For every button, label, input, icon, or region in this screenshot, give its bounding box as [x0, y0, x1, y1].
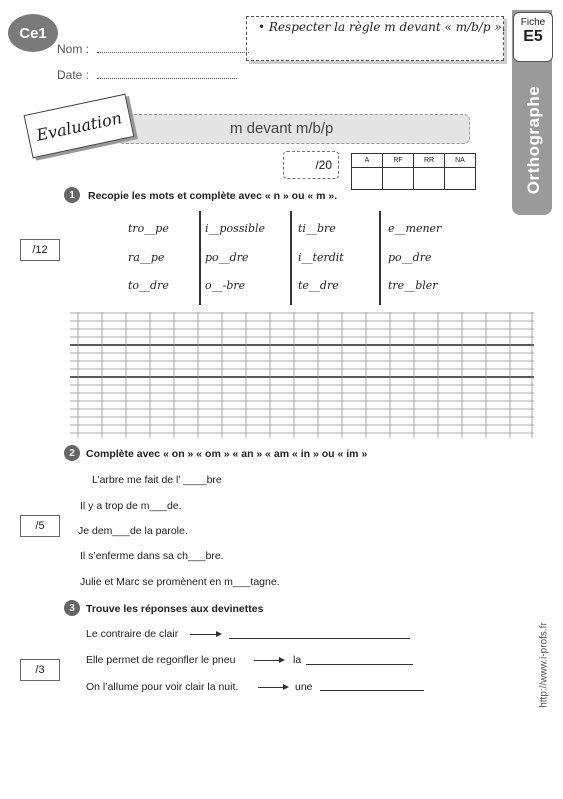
riddle-text: Elle permet de regonfler le pneu: [86, 654, 236, 666]
exercise-2-score[interactable]: /5: [20, 515, 60, 537]
word-item: i__possible: [205, 222, 266, 235]
sentence-item[interactable]: Julie et Marc se promènent en m___tagne.: [80, 576, 280, 588]
arrow-icon: [190, 634, 220, 635]
objective-text: [258, 20, 506, 34]
grid-cell-rr[interactable]: [414, 168, 445, 190]
name-label: Nom :: [57, 42, 90, 56]
evaluation-tag: Evaluation: [24, 94, 135, 159]
grid-header-na: NA: [445, 154, 476, 168]
sentence-item[interactable]: L’arbre me fait de l’ ____bre: [92, 474, 222, 486]
exercise-1-score[interactable]: /12: [20, 239, 60, 261]
answer-line[interactable]: [229, 638, 410, 639]
sentence-item[interactable]: Il s’enferme dans sa ch___bre.: [80, 550, 224, 562]
word-item: po__dre: [205, 251, 249, 264]
column-divider: [290, 211, 292, 305]
fiche-badge: [513, 12, 553, 62]
source-url[interactable]: http://www.i-profs.fr: [538, 622, 550, 708]
word-item: tro__pe: [128, 222, 169, 235]
arrow-icon: [254, 660, 283, 661]
grid-header-rf: RF: [383, 154, 414, 168]
fiche-code: E5: [523, 28, 543, 45]
word-item: ra__pe: [128, 251, 165, 264]
grid-header-a: A: [352, 154, 383, 168]
name-field[interactable]: [57, 42, 249, 56]
column-divider: [379, 211, 381, 305]
sentence-item[interactable]: Il y a trop de m___de.: [80, 500, 182, 512]
word-item: i__terdit: [298, 251, 344, 264]
arrow-icon: [258, 687, 287, 688]
exercise-2-instruction: Complète avec « on » « om » « an » « am « in » ou « im »: [86, 448, 368, 460]
word-item: ti__bre: [298, 222, 336, 235]
word-item: te__dre: [298, 279, 339, 292]
exercise-3-instruction: Trouve les réponses aux devinettes: [86, 603, 264, 615]
word-item: tre__bler: [388, 279, 438, 292]
fiche-label: Fiche: [520, 17, 546, 28]
riddle-article: une: [295, 681, 313, 693]
bullet-icon: •: [258, 20, 269, 34]
word-item: e__mener: [388, 222, 442, 235]
exercise-2-number: 2: [64, 445, 80, 461]
grid-cell-a[interactable]: [352, 168, 383, 190]
column-divider: [199, 211, 201, 305]
objective-label: Respecter la règle m devant « m/b/p ».: [268, 20, 506, 34]
writing-grid[interactable]: [70, 312, 534, 438]
grid-cell-rf[interactable]: [383, 168, 414, 190]
word-item: po__dre: [388, 251, 432, 264]
sentence-item[interactable]: Je dem___de la parole.: [78, 525, 188, 537]
date-dots: [97, 68, 237, 79]
exercise-3-number: 3: [64, 600, 80, 616]
exercise-3-score[interactable]: /3: [20, 659, 60, 681]
riddle-text: Le contraire de clair: [86, 628, 179, 640]
level-badge: Ce1: [8, 14, 58, 52]
evaluation-grid: [351, 153, 476, 190]
grid-cell-na[interactable]: [445, 168, 476, 190]
riddle-article: la: [293, 654, 302, 666]
answer-line[interactable]: [306, 664, 413, 665]
answer-line[interactable]: [320, 690, 424, 691]
page-title: m devant m/b/p: [230, 120, 334, 137]
grid-header-rr: RR: [414, 154, 445, 168]
word-item: o__-bre: [205, 279, 246, 292]
name-dots: [97, 42, 249, 53]
word-item: to__dre: [128, 279, 169, 292]
date-field[interactable]: [57, 68, 237, 82]
total-score-box[interactable]: /20: [283, 151, 339, 179]
exercise-1-number: 1: [64, 187, 80, 203]
date-label: Date :: [57, 68, 90, 82]
exercise-1-instruction: Recopie les mots et complète avec « n » ou « m ».: [88, 190, 338, 202]
riddle-text: On l’allume pour voir clair la nuit.: [86, 681, 239, 693]
subject-label: Orthographe: [524, 85, 543, 195]
